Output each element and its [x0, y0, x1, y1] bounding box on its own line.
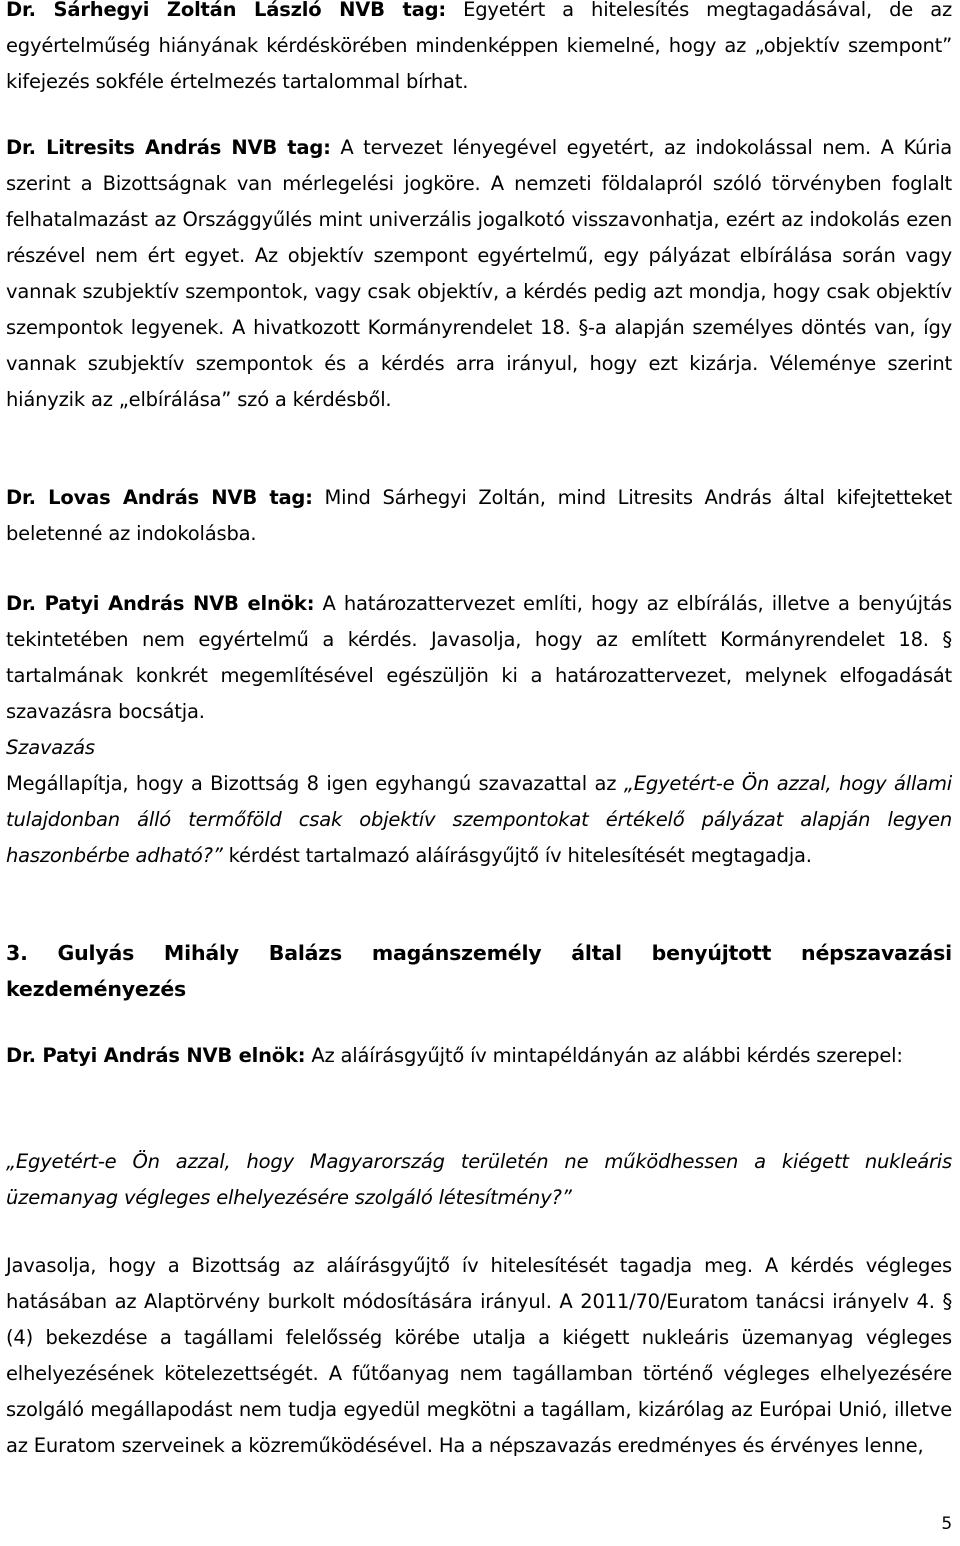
page-number: 5	[941, 1514, 952, 1534]
paragraph-text: Az aláírásgyűjtő ív mintapéldányán az alábbi kérdés szerepel:	[305, 1044, 903, 1067]
speaker-label: Dr. Litresits András NVB tag:	[6, 136, 331, 159]
paragraph-text: A határozattervezet említi, hogy az elbírálás, illetve a benyújtás tekintetében nem egyértelmű a kérdés. Javasolja, hogy az említett Kormányrendelet 18. § tartalmának konkrét megemlítésével egészüljön ki a határozattervezet, melynek elfogadását szavazásra bocsátja.	[6, 592, 952, 723]
paragraph-patyi-question	[6, 1038, 952, 1074]
paragraph-text: A tervezet lényegével egyetért, az indokolással nem. A Kúria szerint a Bizottságnak van mérlegelési jogköre. A nemzeti földalapról szóló törvényben foglalt felhatalmazást az Országgyűlés mint univerzális jogalkotó visszavonhatja, ezért az indokolás ezen részével nem ért egyet. Az objektív szempont egyértelmű, egy pályázat elbírálása során vagy vannak szubjektív szempontok, vagy csak objektív, a kérdés pedig azt mondja, hogy csak objektív szempontok legyenek. A hivatkozott Kormányrendelet 18. §-a alapján személyes döntés van, így vannak szubjektív szempontok és a kérdés arra irányul, hogy ezt kizárja. Véleménye szerint hiányzik az „elbírálása” szó a kérdésből.	[6, 136, 952, 411]
paragraph-litresits	[6, 130, 952, 418]
paragraph-sarhegyi	[6, 0, 952, 100]
paragraph-lovas	[6, 480, 952, 552]
vote-result-pre: Megállapítja, hogy a Bizottság 8 igen egyhangú szavazattal az	[6, 772, 624, 795]
speaker-label: Dr. Sárhegyi Zoltán László NVB tag:	[6, 0, 446, 21]
vote-result	[6, 766, 952, 874]
quoted-question: „Egyetért-e Ön azzal, hogy Magyarország területén ne működhessen a kiégett nukleáris üzemanyag végleges elhelyezésére szolgáló létesítmény?”	[6, 1150, 952, 1209]
vote-result-quote: „Egyetért-e Ön azzal, hogy állami tulajdonban álló termőföld csak objektív szempontokat értékelő pályázat alapján legyen haszonbérbe adható?”	[6, 772, 952, 867]
paragraph-patyi-vote	[6, 586, 952, 874]
section-heading: 3. Gulyás Mihály Balázs magánszemély által benyújtott népszavazási kezdeményezés	[6, 941, 952, 1001]
speaker-label: Dr. Patyi András NVB elnök:	[6, 1044, 306, 1067]
speaker-label: Dr. Lovas András NVB tag:	[6, 486, 313, 509]
paragraph-text: Egyetért a hitelesítés megtagadásával, de az egyértelműség hiányának kérdéskörében mindenképpen kiemelné, hogy az „objektív szempont” kifejezés sokféle értelmezés tartalommal bírhat.	[6, 0, 952, 93]
vote-result-post: kérdést tartalmazó aláírásgyűjtő ív hitelesítését megtagadja.	[222, 844, 812, 867]
paragraph-text: Mind Sárhegyi Zoltán, mind Litresits András által kifejtetteket beletenné az indokolásba.	[6, 486, 953, 545]
vote-label: Szavazás	[6, 736, 95, 759]
paragraph-proposal: Javasolja, hogy a Bizottság az aláírásgyűjtő ív hitelesítését tagadja meg. A kérdés végleges hatásában az Alaptörvény burkolt módosítására irányul. A 2011/70/Euratom tanácsi irányelv 4. § (4) bekezdése a tagállami felelősség körébe utalja a kiégett nukleáris üzemanyag végleges elhelyezésének kötelezettségét. A fűtőanyag nem tagállamban történő végleges elhelyezésére szolgáló megállapodást nem tudja egyedül megkötni a tagállam, kizárólag az Európai Unió, illetve az Euratom szerveinek a közreműködésével. Ha a népszavazás eredményes és érvényes lenne,	[6, 1254, 952, 1457]
speaker-label: Dr. Patyi András NVB elnök:	[6, 592, 315, 615]
